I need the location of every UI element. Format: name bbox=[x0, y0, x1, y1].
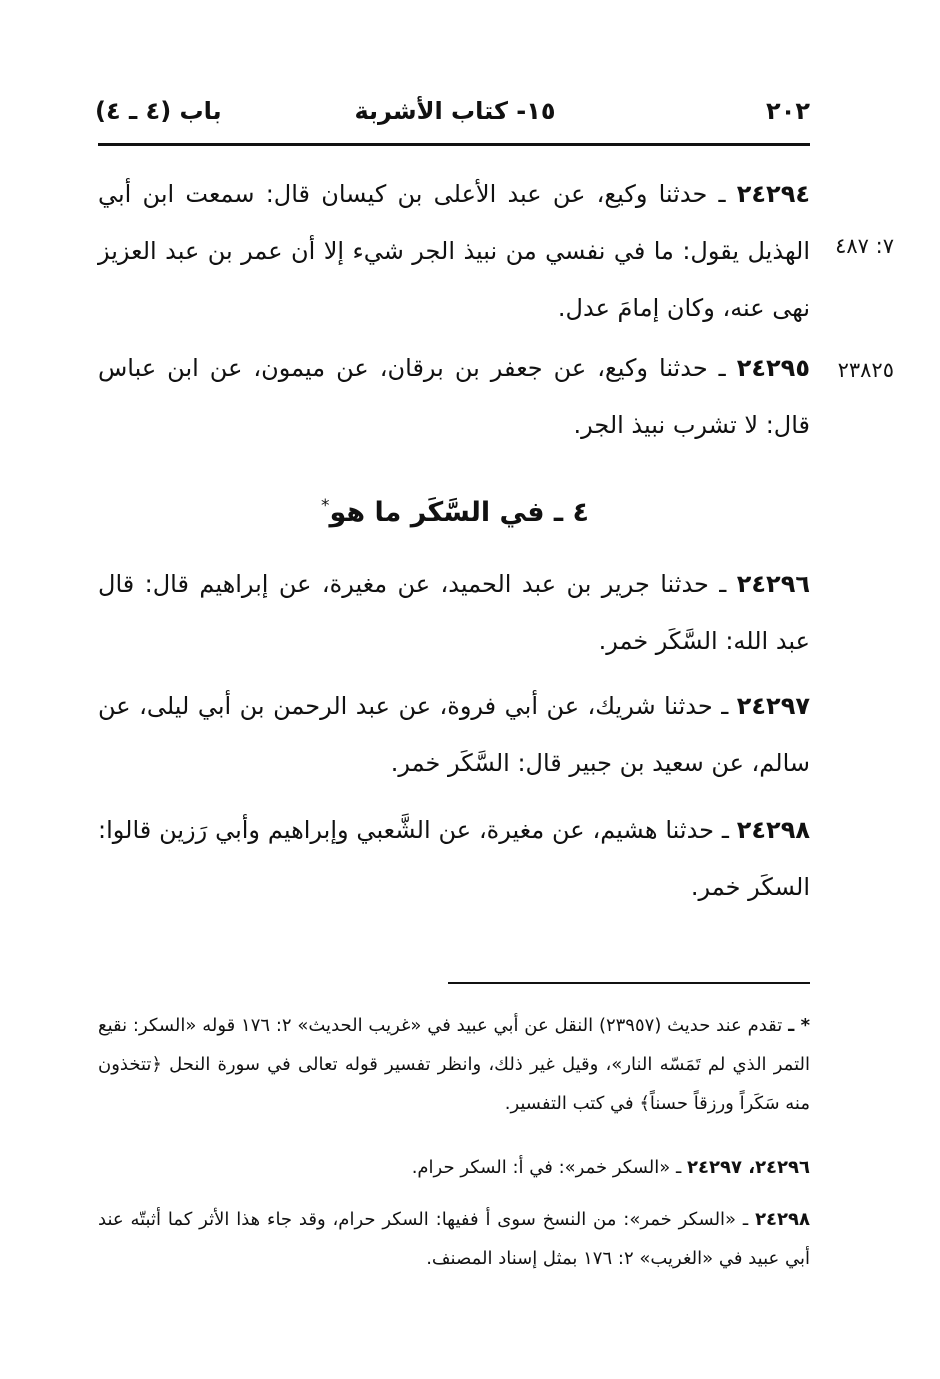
footnote-rule bbox=[448, 982, 810, 984]
hadith-paragraph bbox=[98, 340, 810, 454]
footnote-marker: * bbox=[320, 496, 330, 516]
hadith-paragraph bbox=[98, 556, 810, 670]
hadith-paragraph bbox=[98, 678, 810, 792]
hadith-paragraph bbox=[98, 166, 810, 337]
footnote-lead: * ـ bbox=[788, 1015, 810, 1036]
header-rule bbox=[98, 143, 810, 146]
margin-reference: ٧: ٤٨٧ bbox=[835, 234, 894, 258]
hadith-number: ٢٤٢٩٧ bbox=[736, 692, 810, 720]
margin-reference: ٢٣٨٢٥ bbox=[837, 358, 894, 382]
hadith-text: ـ حدثنا هشيم، عن مغيرة، عن الشَّعبي وإبراهيم وأبي رَزين قالوا: السكَر خمر. bbox=[98, 816, 810, 901]
hadith-number: ٢٤٢٩٤ bbox=[736, 180, 810, 208]
section-title: ٤ ـ في السَّكَر ما هو bbox=[329, 497, 590, 528]
hadith-text: ـ حدثنا جرير بن عبد الحميد، عن مغيرة، عن إبراهيم قال: قال عبد الله: السَّكَر خمر. bbox=[98, 570, 810, 655]
page-number: ٢٠٢ bbox=[766, 97, 810, 125]
hadith-number: ٢٤٢٩٦ bbox=[736, 570, 810, 598]
footnote-text: ـ «السكر خمر»: في أ: السكر حرام. bbox=[411, 1157, 682, 1178]
section-heading bbox=[250, 484, 660, 535]
footnote-lead: ٢٤٢٩٨ bbox=[755, 1209, 810, 1230]
hadith-number: ٢٤٢٩٨ bbox=[736, 816, 810, 844]
footnote-text: ـ «السكر خمر»: من النسخ سوى أ ففيها: السكر حرام، وقد جاء هذا الأثر كما أثبتّه عند أبي عبيد في «الغريب» ٢: ١٧٦ بمثل إسناد المصنف. bbox=[98, 1209, 810, 1269]
footnote bbox=[98, 1148, 810, 1187]
hadith-number: ٢٤٢٩٥ bbox=[736, 354, 810, 382]
chapter-label: باب (٤ ـ ٤) bbox=[95, 97, 222, 125]
book-title: ١٥- كتاب الأشربة bbox=[354, 97, 556, 125]
footnote bbox=[98, 1006, 810, 1123]
hadith-paragraph bbox=[98, 802, 810, 916]
footnote-text: تقدم عند حديث (٢٣٩٥٧) النقل عن أبي عبيد في «غريب الحديث» ٢: ١٧٦ قوله «السكر: نقيع التمر الذي لم تَمَسّه النار»، وقيل غير ذلك، وانظر تفسير قوله تعالى في سورة النحل ﴿تتخذون منه سَكَراً ورزقاً حسناً﴾ في كتب التفسير. bbox=[98, 1015, 810, 1114]
hadith-text: ـ حدثنا شريك، عن أبي فروة، عن عبد الرحمن بن أبي ليلى، عن سالم، عن سعيد بن جبير قال: السَّكَر خمر. bbox=[98, 692, 810, 777]
footnote bbox=[98, 1200, 810, 1278]
hadith-text: ـ حدثنا وكيع، عن عبد الأعلى بن كيسان قال: سمعت ابن أبي الهذيل يقول: ما في نفسي من نبيذ الجر شيء إلا أن عمر بن عبد العزيز نهى عنه، وكان إمامَ عدل. bbox=[98, 180, 810, 322]
hadith-text: ـ حدثنا وكيع، عن جعفر بن برقان، عن ميمون، عن ابن عباس قال: لا تشرب نبيذ الجر. bbox=[98, 354, 810, 439]
footnote-lead: ٢٤٢٩٦، ٢٤٢٩٧ bbox=[687, 1157, 810, 1178]
